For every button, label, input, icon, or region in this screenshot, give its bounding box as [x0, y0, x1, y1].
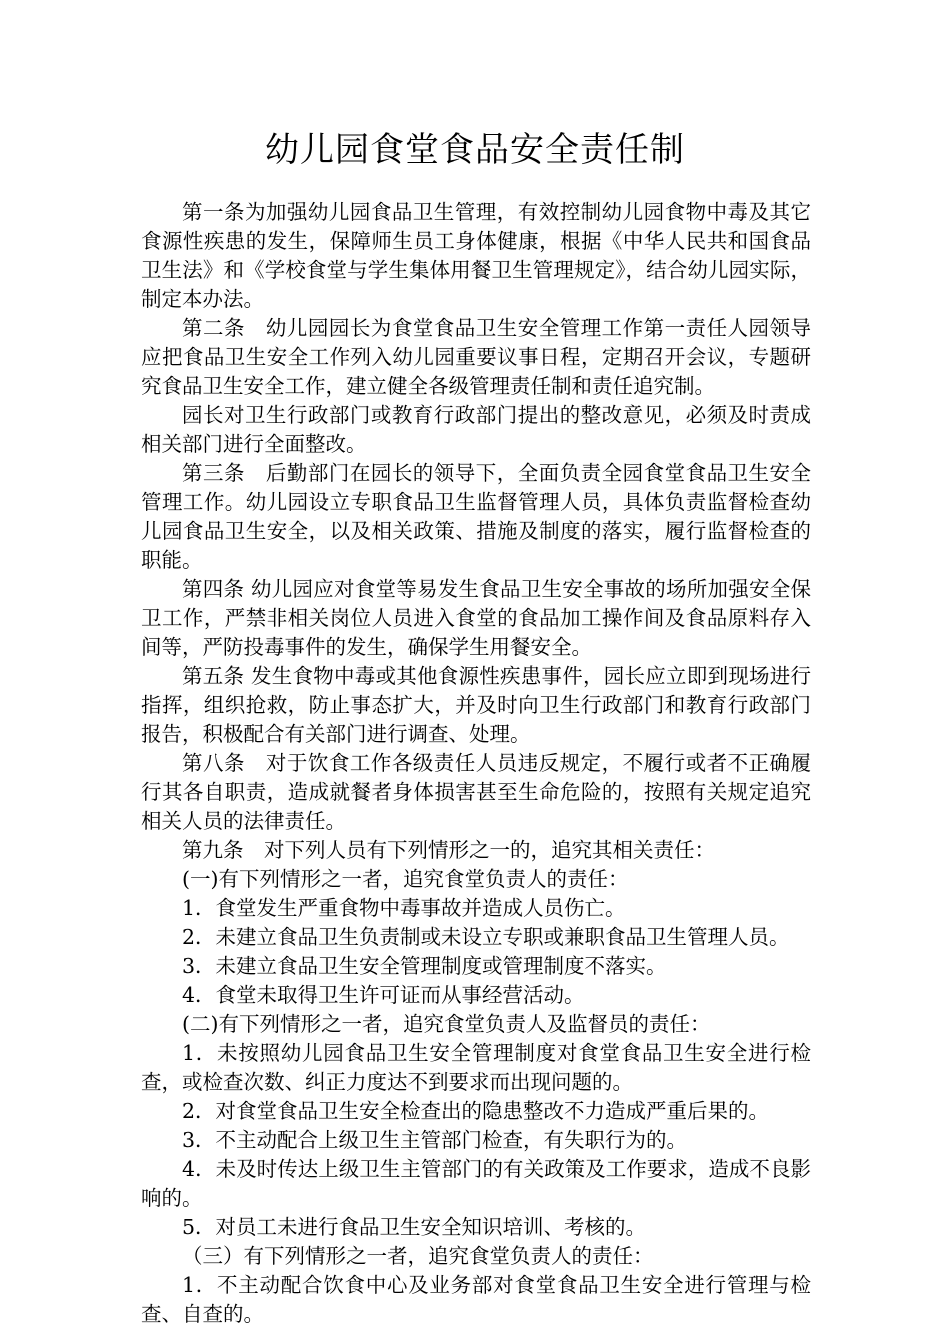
article-2: 第二条 幼儿园园长为食堂食品卫生安全管理工作第一责任人园领导应把食品卫生安全工作列入幼儿园重要议事日程，定期召开会议，专题研究食品卫生安全工作，建立健全各级管理责任制和责任追究制。: [141, 316, 811, 398]
section-1-item-2: 2．未建立食品卫生负责制或未设立专职或兼职食品卫生管理人员。: [182, 925, 790, 949]
section-3-heading: （三）有下列情形之一者，追究食堂负责人的责任：: [182, 1244, 654, 1268]
article-5: 第五条 发生食物中毒或其他食源性疾患事件，园长应立即到现场进行指挥，组织抢救，防止事态扩大，并及时向卫生行政部门和教育行政部门报告，积极配合有关部门进行调查、处理。: [141, 664, 811, 746]
section-2-item-1: 1．未按照幼儿园食品卫生安全管理制度对食堂食品卫生安全进行检查，或检查次数、纠正力度达不到要求而出现问题的。: [141, 1041, 811, 1094]
document-body: [141, 198, 811, 1329]
section-2-item-4: 4．未及时传达上级卫生主管部门的有关政策及工作要求，造成不良影响的。: [141, 1157, 811, 1210]
section-1-heading: (一)有下列情形之一者，追究食堂负责人的责任：: [182, 867, 629, 891]
section-2-heading: (二)有下列情形之一者，追究食堂负责人及监督员的责任：: [182, 1012, 711, 1036]
article-9: 第九条 对下列人员有下列情形之一的，追究其相关责任：: [182, 838, 715, 862]
section-2-item-3: 3．不主动配合上级卫生主管部门检查，有失职行为的。: [182, 1128, 688, 1152]
section-1-item-1: 1．食堂发生严重食物中毒事故并造成人员伤亡。: [182, 896, 626, 920]
section-3-item-1: 1．不主动配合饮食中心及业务部对食堂食品卫生安全进行管理与检查、自查的。: [141, 1273, 811, 1326]
article-2-supplement: 园长对卫生行政部门或教育行政部门提出的整改意见，必须及时责成相关部门进行全面整改。: [141, 403, 811, 456]
article-1: 第一条为加强幼儿园食品卫生管理，有效控制幼儿园食物中毒及其它食源性疾患的发生，保障师生员工身体健康，根据《中华人民共和国食品卫生法》和《学校食堂与学生集体用餐卫生管理规定》，结合幼儿园实际，制定本办法。: [141, 200, 811, 311]
section-2-item-5: 5．对员工未进行食品卫生安全知识培训、考核的。: [182, 1215, 647, 1239]
article-4: 第四条 幼儿园应对食堂等易发生食品卫生安全事故的场所加强安全保卫工作，严禁非相关岗位人员进入食堂的食品加工操作间及食品原料存入间等，严防投毒事件的发生，确保学生用餐安全。: [141, 577, 811, 659]
section-1-item-4: 4．食堂未取得卫生许可证而从事经营活动。: [182, 983, 585, 1007]
section-1-item-3: 3．未建立食品卫生安全管理制度或管理制度不落实。: [182, 954, 667, 978]
document-title: 幼儿园食堂食品安全责任制: [265, 130, 685, 170]
article-8: 第八条 对于饮食工作各级责任人员违反规定，不履行或者不正确履行其各自职责，造成就餐者身体损害甚至生命危险的，按照有关规定追究相关人员的法律责任。: [141, 751, 811, 833]
section-2-item-2: 2．对食堂食品卫生安全检查出的隐患整改不力造成严重后果的。: [182, 1099, 770, 1123]
article-3: 第三条 后勤部门在园长的领导下，全面负责全园食堂食品卫生安全管理工作。幼儿园设立专职食品卫生监督管理人员，具体负责监督检查幼儿园食品卫生安全，以及相关政策、措施及制度的落实，履行监督检查的职能。: [141, 461, 811, 572]
